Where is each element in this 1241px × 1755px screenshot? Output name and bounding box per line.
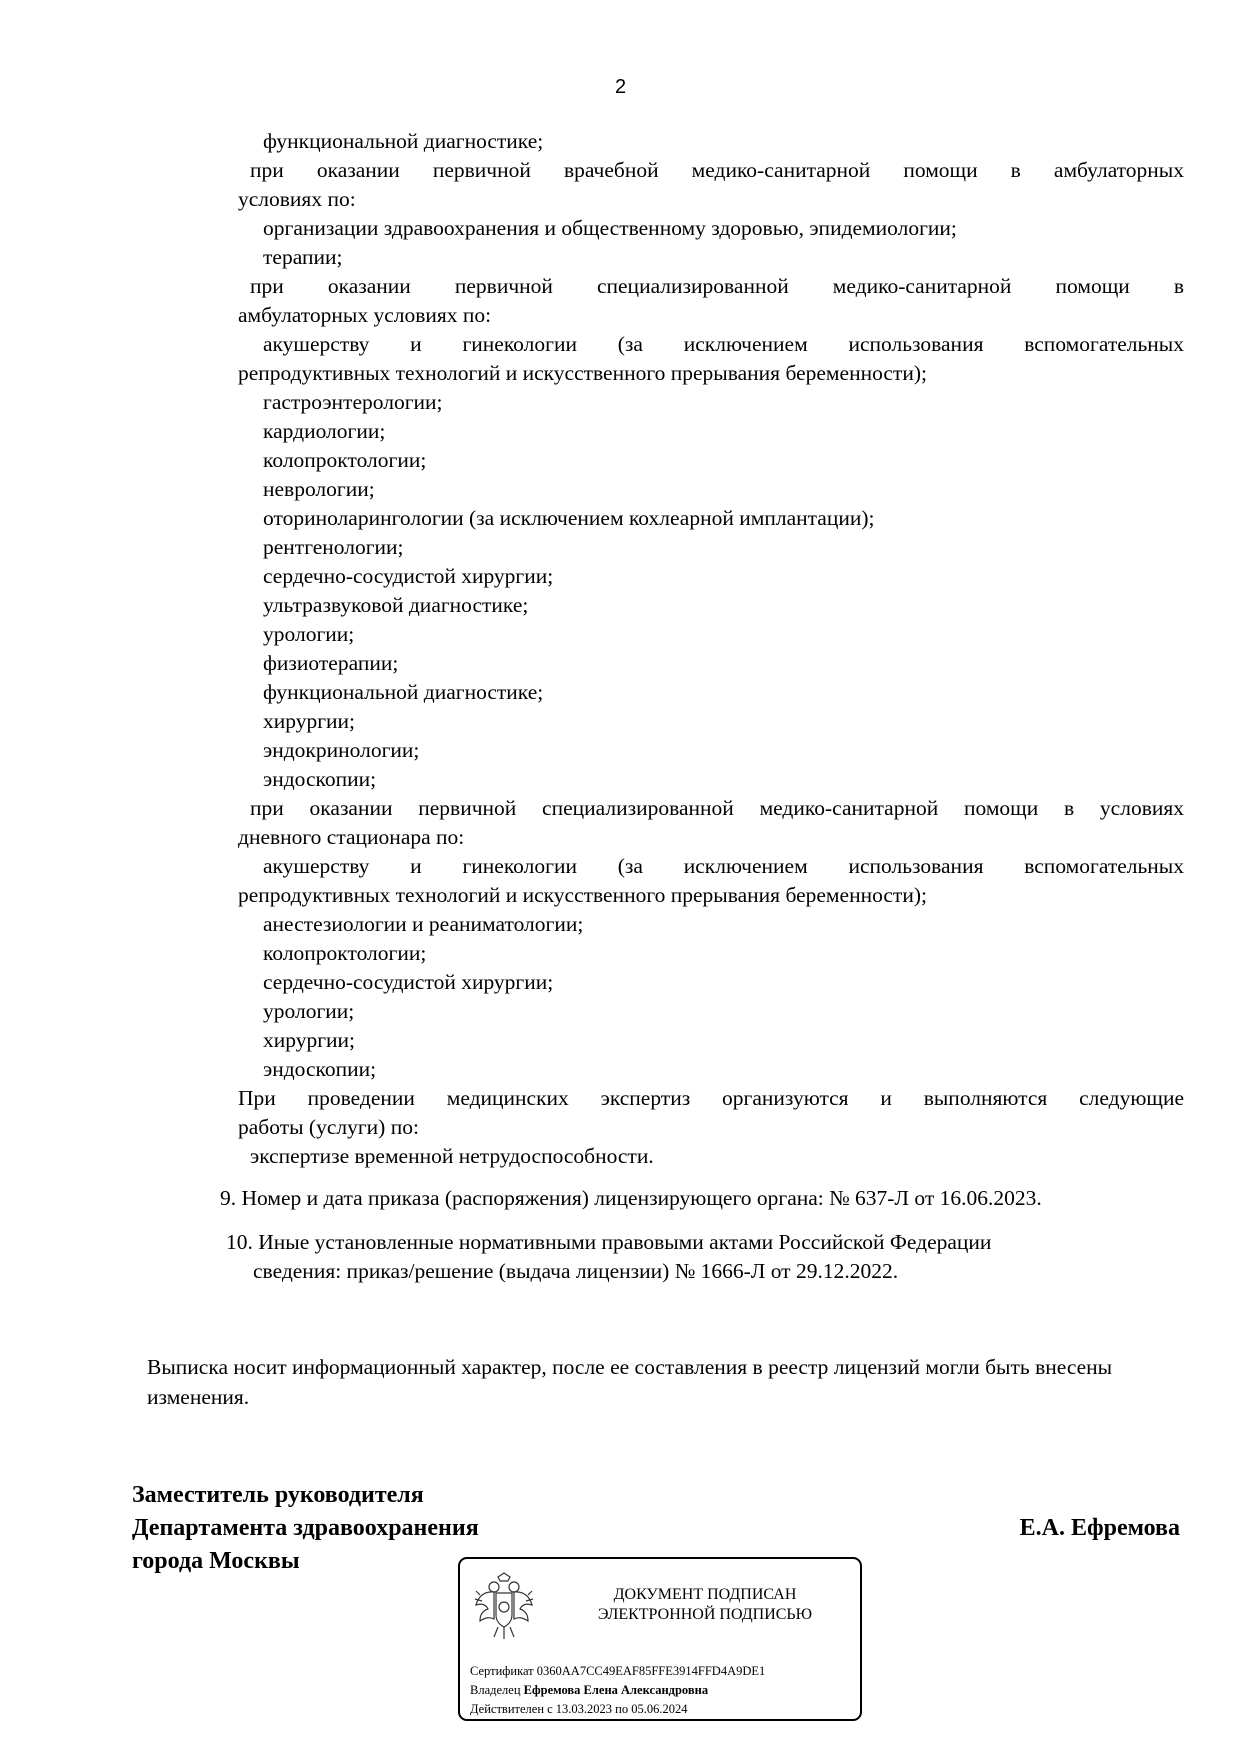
item-9: 9. Номер и дата приказа (распоряжения) лицензирующего органа: № 637-Л от 16.06.2023.	[220, 1186, 1042, 1210]
list-item: урологии;	[263, 622, 355, 646]
section-heading-cont: амбулаторных условиях по:	[238, 303, 492, 327]
list-item: функциональной диагностике;	[263, 680, 544, 704]
stamp-heading-line: ЭЛЕКТРОННОЙ ПОДПИСЬЮ	[597, 1606, 813, 1623]
signatory-title-line: города Москвы	[132, 1548, 300, 1574]
electronic-signature-stamp	[458, 1557, 862, 1721]
list-item: сердечно-сосудистой хирургии;	[263, 564, 554, 588]
list-item: оториноларингологии (за исключением кохлеарной имплантации);	[263, 506, 875, 530]
section-heading: При проведении медицинских экспертиз организуются и выполняются следующие	[238, 1086, 1184, 1110]
signatory-title-line: Заместитель руководителя	[132, 1482, 424, 1508]
list-item: хирургии;	[263, 1028, 356, 1052]
item-10-line1: 10. Иные установленные нормативными правовыми актами Российской Федерации	[226, 1230, 992, 1254]
section-heading: при оказании первичной специализированной медико-санитарной помощи в условиях	[250, 796, 1184, 820]
signatory-name: Е.А. Ефремова	[1019, 1515, 1180, 1541]
stamp-heading	[560, 1585, 850, 1625]
page-number: 2	[614, 76, 627, 98]
signatory-title	[132, 1479, 479, 1578]
signatory-title-line: Департамента здравоохранения	[132, 1515, 479, 1541]
section-heading-cont: условиях по:	[238, 187, 356, 211]
list-item: колопроктологии;	[263, 941, 427, 965]
list-item: эндоскопии;	[263, 767, 377, 791]
list-item: гастроэнтерологии;	[263, 390, 443, 414]
coat-of-arms-icon	[472, 1571, 536, 1643]
list-item: кардиологии;	[263, 419, 386, 443]
owner-name: Ефремова Елена Александровна	[523, 1683, 709, 1697]
list-item: физиотерапии;	[263, 651, 399, 675]
stamp-details	[470, 1662, 765, 1719]
certificate-number: 0360AA7CC49EAF85FFE3914FFD4A9DE1	[536, 1664, 766, 1678]
list-item: рентгенологии;	[263, 535, 404, 559]
list-item: экспертизе временной нетрудоспособности.	[250, 1144, 654, 1168]
list-item: колопроктологии;	[263, 448, 427, 472]
list-item: неврологии;	[263, 477, 375, 501]
certificate-line	[470, 1662, 765, 1681]
list-item: функциональной диагностике;	[263, 129, 544, 153]
section-heading-cont: дневного стационара по:	[238, 825, 465, 849]
item-10-line2: сведения: приказ/решение (выдача лицензии) № 1666-Л от 29.12.2022.	[253, 1259, 899, 1283]
list-item: хирургии;	[263, 709, 356, 733]
list-item-cont: репродуктивных технологий и искусственного прерывания беременности);	[238, 883, 927, 907]
list-item: эндокринологии;	[263, 738, 420, 762]
section-heading: при оказании первичной специализированной медико-санитарной помощи в	[250, 274, 1184, 298]
owner-label: Владелец	[470, 1683, 521, 1697]
list-item: ультразвуковой диагностике;	[263, 593, 529, 617]
owner-line	[470, 1681, 765, 1700]
list-item: анестезиологии и реаниматологии;	[263, 912, 584, 936]
disclaimer-note: Выписка носит информационный характер, после ее составления в реестр лицензий могли быть внесены изменения.	[147, 1355, 1113, 1409]
section-heading-cont: работы (услуги) по:	[238, 1115, 419, 1139]
list-item: организации здравоохранения и общественному здоровью, эпидемиологии;	[263, 216, 957, 240]
license-activity-list	[238, 127, 1184, 1171]
list-item: эндоскопии;	[263, 1057, 377, 1081]
list-item: сердечно-сосудистой хирургии;	[263, 970, 554, 994]
certificate-label: Сертификат	[470, 1664, 534, 1678]
section-heading: при оказании первичной врачебной медико-санитарной помощи в амбулаторных	[250, 158, 1184, 182]
stamp-heading-line: ДОКУМЕНТ ПОДПИСАН	[613, 1586, 797, 1603]
validity-line: Действителен с 13.03.2023 по 05.06.2024	[470, 1702, 688, 1716]
list-item-cont: репродуктивных технологий и искусственного прерывания беременности);	[238, 361, 927, 385]
list-item: акушерству и гинекологии (за исключением использования вспомогательных	[263, 332, 1184, 356]
list-item: терапии;	[263, 245, 343, 269]
list-item: акушерству и гинекологии (за исключением использования вспомогательных	[263, 854, 1184, 878]
list-item: урологии;	[263, 999, 355, 1023]
